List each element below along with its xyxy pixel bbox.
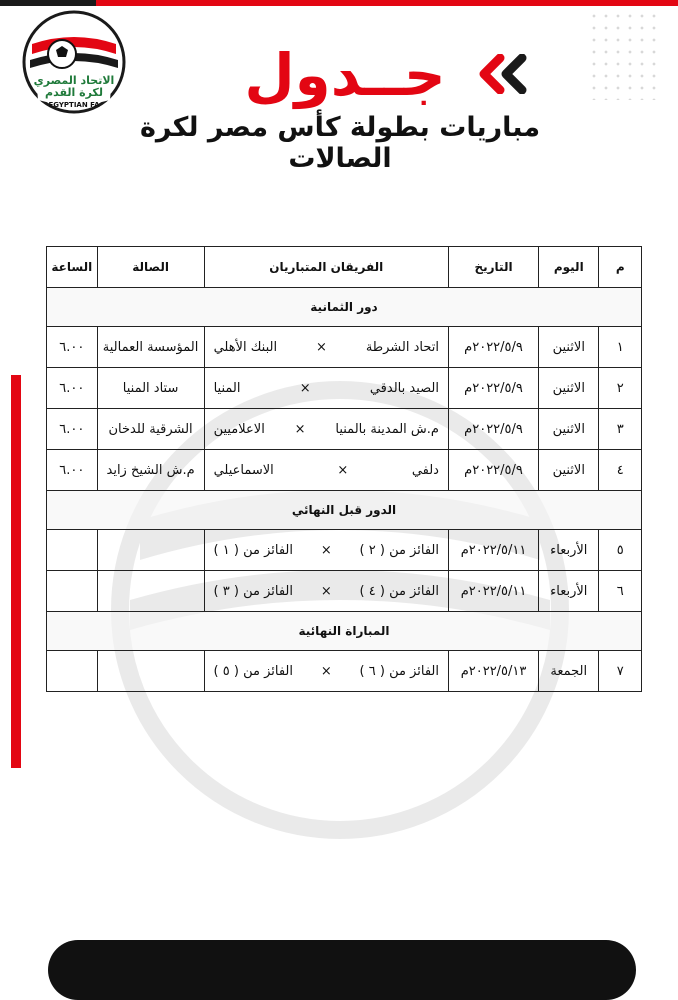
section-title: الدور قبل النهائي	[47, 491, 642, 530]
teams-pair	[208, 584, 445, 599]
teams-pair	[208, 664, 445, 679]
cell-day: الجمعة	[539, 651, 599, 692]
team-a: الاعلاميين	[213, 421, 265, 437]
cell-day: الأربعاء	[539, 571, 599, 612]
table-header-row	[47, 247, 642, 288]
cell-number: ١	[599, 327, 642, 368]
logo-text-ar-1: الاتحاد المصري	[33, 74, 115, 87]
col-header-day: اليوم	[539, 247, 599, 288]
chevron-left-double-icon	[470, 54, 530, 94]
cell-date: ٢٠٢٢/٥/١١م	[448, 571, 538, 612]
cell-time: ٦.٠٠	[47, 368, 98, 409]
cell-day: الاثنين	[539, 368, 599, 409]
cell-teams	[204, 571, 448, 612]
cell-hall: ستاد المنيا	[97, 368, 204, 409]
vs-mark: ×	[320, 542, 332, 558]
table-row	[47, 409, 642, 450]
cell-number: ٣	[599, 409, 642, 450]
col-header-hall: الصالة	[97, 247, 204, 288]
table-row	[47, 327, 642, 368]
logo-text-ar-2: لكرة القدم	[45, 86, 103, 99]
cell-date: ٢٠٢٢/٥/٩م	[448, 409, 538, 450]
section-row	[47, 491, 642, 530]
cell-day: الأربعاء	[539, 530, 599, 571]
table-row	[47, 651, 642, 692]
section-title: دور الثمانية	[47, 288, 642, 327]
cell-number: ٢	[599, 368, 642, 409]
cell-date: ٢٠٢٢/٥/٩م	[448, 327, 538, 368]
team-b: دلفي	[411, 462, 439, 478]
teams-pair	[208, 543, 445, 558]
cell-day: الاثنين	[539, 409, 599, 450]
col-header-date: التاريخ	[448, 247, 538, 288]
cell-hall: الشرقية للدخان	[97, 409, 204, 450]
cell-date: ٢٠٢٢/٥/١٣م	[448, 651, 538, 692]
team-b: اتحاد الشرطة	[365, 339, 439, 355]
cell-time: ٦.٠٠	[47, 327, 98, 368]
page-title: جــدول	[244, 41, 446, 109]
table-row	[47, 530, 642, 571]
team-a: البنك الأهلي	[213, 339, 278, 355]
cell-day: الاثنين	[539, 327, 599, 368]
col-header-teams: الفريقان المتباريان	[204, 247, 448, 288]
cell-hall	[97, 530, 204, 571]
vs-mark: ×	[337, 462, 349, 478]
cell-teams	[204, 450, 448, 491]
cell-date: ٢٠٢٢/٥/٩م	[448, 368, 538, 409]
cell-time: ٦.٠٠	[47, 450, 98, 491]
team-b: الفائز من ( ٤ )	[359, 583, 439, 599]
teams-pair	[208, 340, 445, 355]
cell-teams	[204, 651, 448, 692]
teams-pair	[208, 381, 445, 396]
teams-pair	[208, 422, 445, 437]
team-b: الفائز من ( ٦ )	[359, 663, 439, 679]
team-b: الصيد بالدقي	[369, 380, 439, 396]
cell-teams	[204, 530, 448, 571]
cell-hall	[97, 651, 204, 692]
cell-teams	[204, 409, 448, 450]
table-row	[47, 368, 642, 409]
cell-number: ٦	[599, 571, 642, 612]
section-row	[47, 612, 642, 651]
cell-hall	[97, 571, 204, 612]
cell-date: ٢٠٢٢/٥/٩م	[448, 450, 538, 491]
team-a: الفائز من ( ٣ )	[213, 583, 293, 599]
cell-time	[47, 571, 98, 612]
top-accent-bar	[96, 0, 678, 6]
fixtures-table	[46, 246, 642, 692]
footer-bar	[48, 940, 636, 1000]
cell-time	[47, 651, 98, 692]
vs-mark: ×	[320, 663, 332, 679]
team-a: الفائز من ( ٥ )	[213, 663, 293, 679]
cell-number: ٤	[599, 450, 642, 491]
cell-number: ٧	[599, 651, 642, 692]
col-header-number: م	[599, 247, 642, 288]
section-row	[47, 288, 642, 327]
logo-text-en: EGYPTIAN FA	[48, 101, 100, 109]
cell-date: ٢٠٢٢/٥/١١م	[448, 530, 538, 571]
cell-hall: المؤسسة العمالية	[97, 327, 204, 368]
team-a: المنيا	[213, 380, 241, 396]
vs-mark: ×	[316, 339, 327, 355]
side-accent-line	[11, 375, 21, 768]
team-a: الفائز من ( ١ )	[213, 542, 293, 558]
cell-time	[47, 530, 98, 571]
vs-mark: ×	[299, 380, 311, 396]
col-header-time: الساعة	[47, 247, 98, 288]
team-b: م.ش المدينة بالمنيا	[335, 421, 439, 437]
table-row	[47, 571, 642, 612]
vs-mark: ×	[294, 421, 306, 437]
decorative-dots	[588, 10, 658, 100]
team-b: الفائز من ( ٢ )	[359, 542, 439, 558]
teams-pair	[208, 463, 445, 478]
cell-time: ٦.٠٠	[47, 409, 98, 450]
cell-day: الاثنين	[539, 450, 599, 491]
page-subtitle: مباريات بطولة كأس مصر لكرة الصالات	[139, 112, 541, 174]
cell-teams	[204, 368, 448, 409]
cell-number: ٥	[599, 530, 642, 571]
table-row	[47, 450, 642, 491]
team-a: الاسماعيلي	[213, 462, 274, 478]
cell-teams	[204, 327, 448, 368]
vs-mark: ×	[320, 583, 332, 599]
egyptian-fa-logo-icon	[22, 10, 126, 114]
section-title: المباراة النهائية	[47, 612, 642, 651]
cell-hall: م.ش الشيخ زايد	[97, 450, 204, 491]
